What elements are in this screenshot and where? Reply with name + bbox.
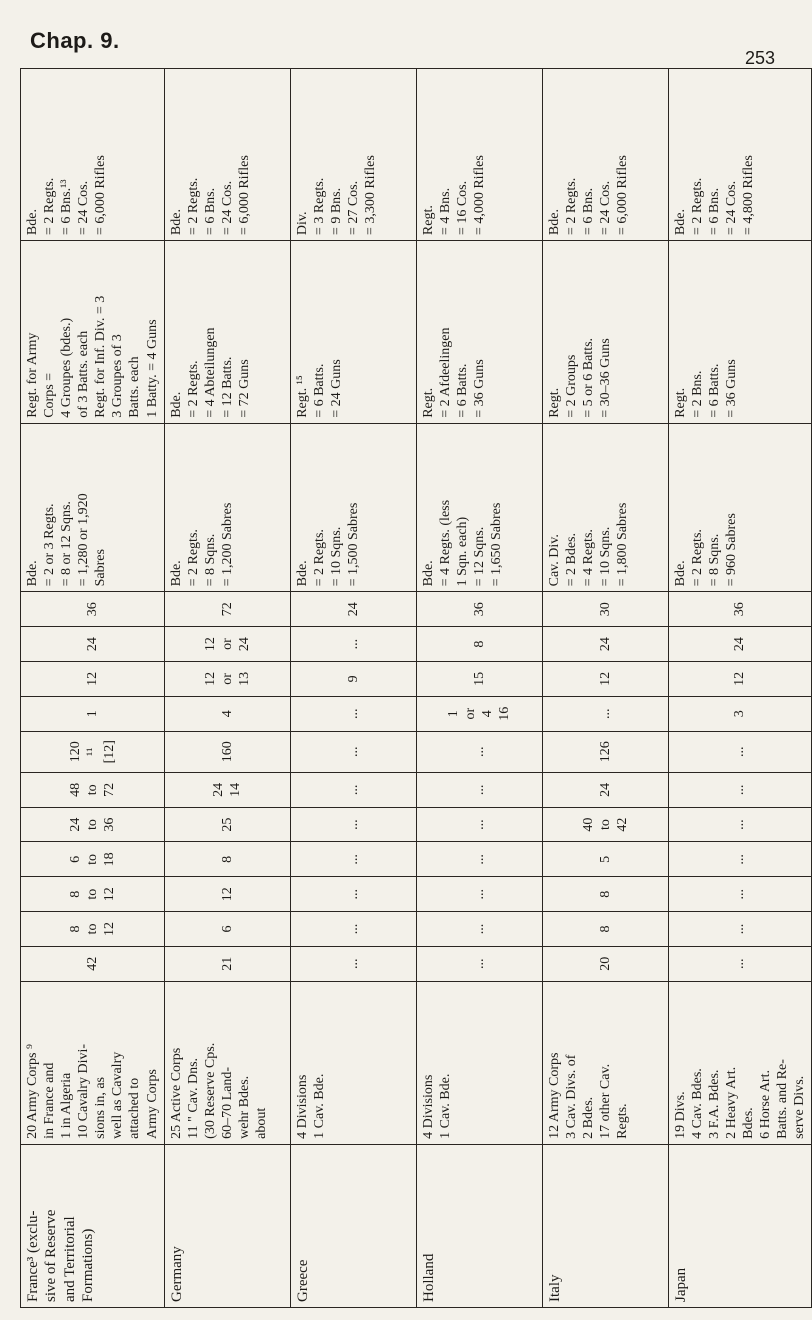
numeric-cell-c8: 4 [164,696,290,731]
numeric-cell-c3: ... [290,877,416,912]
numeric-cell-c4: 5 [542,842,668,877]
numeric-cell-c2: 8 [542,912,668,947]
cavalry-cell [21,423,165,592]
cavalry-cell-line: = 12 Sqns. [471,526,487,587]
infantry-cell [668,69,812,241]
numeric-cell-c3: 8 [542,877,668,912]
artillery-cell-line: = 6 Batts. [311,363,327,418]
cavalry-cell-line: = 1,280 or 1,920 [76,493,92,587]
organisation-cell-line: sions in, as [93,1077,109,1139]
organisation-cell-line: Batts. and Re- [775,1059,791,1139]
numeric-cell-c5: ... [416,807,542,842]
organisation-cell-line: wehr Bdes. [236,1075,252,1139]
artillery-cell-line: = 36 Guns [723,359,739,418]
cavalry-cell-line: = 2 Regts. [311,529,327,587]
organisation-cell-line: in France and [42,1062,58,1139]
cavalry-cell-line: = 1,800 Sabres [614,502,630,587]
numeric-cell-c10: 12 or 24 [164,627,290,662]
infantry-cell [416,69,542,241]
organisation-cell-line: 4 Divisions [420,1074,436,1139]
cavalry-cell-line: Sabres [93,549,109,587]
numeric-cell-c11: 72 [164,592,290,627]
organisation-cell-line: 3 Cav. Divs. of [563,1054,579,1139]
country-cell-line: Italy [546,1274,563,1302]
table-row [416,69,542,1308]
numeric-cell-c7: 160 [164,731,290,772]
infantry-cell-line: = 9 Bns. [328,187,344,236]
numeric-cell-c9: 12 or 13 [164,661,290,696]
numeric-cell-c1: ... [668,946,812,981]
cavalry-cell-line: Cav. Div. [546,534,562,587]
numeric-cell-c5: ... [290,807,416,842]
cavalry-cell [668,423,812,592]
numeric-cell-c10: 8 [416,627,542,662]
numeric-cell-c2: 6 [164,912,290,947]
infantry-cell [542,69,668,241]
numeric-cell-c1: 42 [21,946,165,981]
numeric-cell-c2: 8 to 12 [21,912,165,947]
infantry-cell-line: Bde. [168,209,184,236]
numeric-cell-c6: 24 14 [164,772,290,807]
infantry-cell-line: = 24 Cos. [597,180,613,236]
cavalry-cell [416,423,542,592]
cavalry-cell-line: = 2 or 3 Regts. [42,503,58,587]
numeric-cell-c1: 21 [164,946,290,981]
cavalry-cell-line: = 8 Sqns. [202,533,218,587]
numeric-cell-c4: 6 to 18 [21,842,165,877]
organisation-cell-line: 2 Heavy Art. [723,1066,739,1139]
country-cell [542,1144,668,1307]
infantry-cell-line: = 3,300 Rifles [362,155,378,236]
organisation-cell-line: 3 F.A. Bdes. [706,1069,722,1139]
artillery-cell-line: = 30–36 Guns [597,338,613,418]
infantry-cell [164,69,290,241]
numeric-cell-c1: ... [290,946,416,981]
organisation-cell-line: 4 Divisions [294,1074,310,1139]
artillery-cell-line: of 3 Batts. each [76,330,92,418]
infantry-cell-line: = 6 Bns. [580,187,596,236]
numeric-cell-c8: 3 [668,696,812,731]
numeric-cell-c7: ... [416,731,542,772]
running-head: Chap. 9. [30,28,120,53]
country-cell-line: and Territorial [61,1216,78,1302]
infantry-cell-line: Bde. [25,209,40,236]
numeric-cell-c7: ... [668,731,812,772]
artillery-cell [290,241,416,424]
numeric-cell-c6: ... [416,772,542,807]
numeric-cell-c3: ... [668,877,812,912]
cavalry-cell-line: = 2 Bdes. [563,532,579,587]
numeric-cell-c9: 9 [290,661,416,696]
artillery-cell [164,241,290,424]
numeric-cell-c8: ... [542,696,668,731]
artillery-cell-line: = 72 Guns [236,359,252,418]
numeric-cell-c10: 24 [668,627,812,662]
artillery-cell-line: = 24 Guns [328,359,344,418]
table-row [290,69,416,1308]
organisation-cell-line: 2 Bdes. [580,1096,596,1139]
organisation-cell-line: 11 " Cav. Dns. [185,1057,201,1139]
artillery-cell-line: = 6 Batts. [706,363,722,418]
cavalry-cell-line: = 8 Sqns. [706,533,722,587]
infantry-cell-line: Div. [294,211,310,236]
cavalry-cell-line: = 1,650 Sabres [488,502,504,587]
organisation-cell [668,981,812,1144]
artillery-cell-line: = 2 Regts. [185,360,201,418]
artillery-cell-line: = 2 Groups [563,354,579,418]
country-cell [290,1144,416,1307]
infantry-cell-line: = 2 Regts. [563,177,579,236]
numeric-cell-c11: 36 [416,592,542,627]
artillery-cell-line: = 4 Abteilungen [202,327,218,418]
organisation-cell-line: well as Cavalry [110,1051,126,1139]
infantry-cell-line: = 2 Regts. [42,177,58,236]
page-number: 253 [745,48,776,68]
cavalry-cell-line: = 2 Regts. [185,529,201,587]
infantry-cell-line: = 2 Regts. [689,177,705,236]
organisation-cell-line: 19 Divs. [672,1091,688,1139]
numeric-cell-c10: ... [290,627,416,662]
artillery-cell-line: = 12 Batts. [219,356,235,418]
organisation-cell-line: 60–70 Land- [219,1066,235,1139]
cavalry-cell-line: = 4 Regts. [580,529,596,587]
artillery-cell-line: = 2 Afdeelingen [437,327,453,418]
organisation-cell-line: 1 Cav. Bde. [311,1073,327,1139]
organisation-cell-line: 17 other Cav. [597,1063,613,1139]
numeric-cell-c9: 15 [416,661,542,696]
cavalry-cell [290,423,416,592]
country-cell [668,1144,812,1307]
organisation-cell-line: attached to [127,1077,143,1139]
numeric-cell-c4: 8 [164,842,290,877]
table-row [21,69,165,1308]
organisation-cell-line: Regts. [614,1103,630,1139]
organisation-cell-line: Army Corps [144,1069,160,1139]
organisation-cell-line: 12 Army Corps [546,1052,562,1139]
numeric-cell-c10: 24 [21,627,165,662]
numeric-cell-c8: ... [290,696,416,731]
organisation-cell-line: serve Divs. [792,1075,808,1139]
cavalry-cell-line: = 10 Sqns. [597,526,613,587]
country-cell-line: France³ (exclu- [25,1210,41,1302]
numeric-cell-c9: 12 [668,661,812,696]
numeric-cell-c5: ... [668,807,812,842]
organisation-cell [290,981,416,1144]
country-cell [164,1144,290,1307]
cavalry-cell-line: = 2 Regts. [689,529,705,587]
artillery-cell [668,241,812,424]
organisation-cell-line: Bdes. [740,1107,756,1139]
numeric-cell-c3: 12 [164,877,290,912]
infantry-cell-line: Bde. [546,209,562,236]
numeric-cell-c4: ... [290,842,416,877]
organisation-cell-line: 6 Horse Art. [758,1070,774,1139]
cavalry-cell-line: = 10 Sqns. [328,526,344,587]
cavalry-cell-line: Bde. [672,560,688,587]
artillery-cell-line: Regt. [420,387,436,418]
country-cell-line: Holland [420,1253,437,1302]
table-row [668,69,812,1308]
organisation-cell-line: 1 Cav. Bde. [437,1073,453,1139]
numeric-cell-c11: 30 [542,592,668,627]
artillery-cell-line: Regt. ¹⁵ [294,375,310,418]
numeric-cell-c6: ... [290,772,416,807]
numeric-cell-c6: ... [668,772,812,807]
country-cell-line: Greece [294,1259,311,1302]
country-cell [21,1144,165,1307]
cavalry-cell-line: = 8 or 12 Sqns. [59,501,75,587]
numeric-cell-c11: 36 [21,592,165,627]
army-organisation-table [20,68,812,1308]
artillery-cell-line: 3 Groupes of 3 [110,334,126,418]
infantry-cell-line: = 24 Cos. [723,180,739,236]
numeric-cell-c5: 25 [164,807,290,842]
organisation-cell [21,981,165,1144]
infantry-cell-line: = 6 Bns. [202,187,218,236]
artillery-cell-line: Batts. each [127,356,143,418]
numeric-cell-c9: 12 [21,661,165,696]
country-cell-line: sive of Reserve [43,1209,60,1302]
numeric-cell-c6: 24 [542,772,668,807]
infantry-cell-line: = 6 Bns.¹³ [59,179,75,236]
artillery-cell [416,241,542,424]
artillery-cell-line: Regt. for Inf. Div. = 3 [93,295,109,418]
organisation-cell-line: about [254,1107,270,1139]
numeric-cell-c2: ... [668,912,812,947]
numeric-cell-c7: 120 ¹¹ [12] [21,731,165,772]
artillery-cell-line: = 2 Bns. [689,370,705,418]
cavalry-cell-line: Bde. [420,560,436,587]
organisation-table-rotated [20,68,808,1308]
organisation-cell-line: 1 in Algeria [59,1072,75,1139]
cavalry-cell [542,423,668,592]
artillery-cell [21,241,165,424]
numeric-cell-c8: 1 or 4 16 [416,696,542,731]
numeric-cell-c6: 48 to 72 [21,772,165,807]
artillery-cell-line: = 36 Guns [471,359,487,418]
organisation-cell-line: 25 Active Corps [168,1047,184,1139]
numeric-cell-c9: 12 [542,661,668,696]
numeric-cell-c1: 20 [542,946,668,981]
organisation-cell-line: 4 Cav. Bdes. [689,1068,705,1139]
table-row [542,69,668,1308]
cavalry-cell-line: Bde. [25,560,40,587]
cavalry-cell-line: = 1,200 Sabres [219,502,235,587]
organisation-cell [416,981,542,1144]
numeric-cell-c8: 1 [21,696,165,731]
numeric-cell-c1: ... [416,946,542,981]
infantry-cell-line: = 4,800 Rifles [740,155,756,236]
numeric-cell-c10: 24 [542,627,668,662]
organisation-cell-line: (30 Reserve Cps. [202,1042,218,1139]
numeric-cell-c3: ... [416,877,542,912]
artillery-cell-line: = 5 or 6 Batts. [580,337,596,418]
infantry-cell-line: = 3 Regts. [311,177,327,236]
cavalry-cell [164,423,290,592]
artillery-cell-line: 1 Batty. = 4 Guns [144,319,160,418]
artillery-cell-line: 4 Groupes (bdes.) [59,317,75,418]
infantry-cell-line: = 4 Bns. [437,187,453,236]
cavalry-cell-line: = 1,500 Sabres [345,502,361,587]
infantry-cell-line: Regt. [420,205,436,236]
cavalry-cell-line: Bde. [168,560,184,587]
artillery-cell-line: = 6 Batts. [454,363,470,418]
infantry-cell-line: = 2 Regts. [185,177,201,236]
numeric-cell-c4: ... [416,842,542,877]
organisation-cell [164,981,290,1144]
country-cell-line: Formations) [79,1228,96,1302]
artillery-cell-line: Regt. for Army [25,332,40,418]
infantry-cell [290,69,416,241]
infantry-cell-line: Bde. [672,209,688,236]
numeric-cell-c2: ... [416,912,542,947]
cavalry-cell-line: Bde. [294,560,310,587]
infantry-cell-line: = 24 Cos. [76,180,92,236]
infantry-cell-line: = 4,000 Rifles [471,155,487,236]
infantry-cell-line: = 6,000 Rifles [614,155,630,236]
numeric-cell-c3: 8 to 12 [21,877,165,912]
artillery-cell-line: Regt. [546,387,562,418]
infantry-cell-line: = 24 Cos. [219,180,235,236]
artillery-cell [542,241,668,424]
numeric-cell-c7: 126 [542,731,668,772]
country-cell-line: Germany [168,1246,185,1302]
organisation-cell-line: 10 Cavalry Divi- [76,1043,92,1139]
artillery-cell-line: Regt. [672,387,688,418]
cavalry-cell-line: 1 Sqn. each) [454,516,470,587]
table-row [164,69,290,1308]
infantry-cell-line: = 27 Cos. [345,180,361,236]
organisation-cell [542,981,668,1144]
numeric-cell-c11: 24 [290,592,416,627]
numeric-cell-c5: 40 to 42 [542,807,668,842]
organisation-cell-line: 20 Army Corps ⁹ [25,1044,40,1139]
numeric-cell-c7: ... [290,731,416,772]
cavalry-cell-line: = 4 Regts. (less [437,499,453,587]
numeric-cell-c4: ... [668,842,812,877]
infantry-cell-line: = 6 Bns. [706,187,722,236]
infantry-cell-line: = 6,000 Rifles [236,155,252,236]
infantry-cell-line: = 6,000 Rifles [93,155,109,236]
country-cell-line: Japan [672,1267,689,1302]
numeric-cell-c5: 24 to 36 [21,807,165,842]
numeric-cell-c2: ... [290,912,416,947]
cavalry-cell-line: = 960 Sabres [723,513,739,587]
country-cell [416,1144,542,1307]
numeric-cell-c11: 36 [668,592,812,627]
infantry-cell [21,69,165,241]
artillery-cell-line: Bde. [168,391,184,418]
infantry-cell-line: = 16 Cos. [454,180,470,236]
artillery-cell-line: Corps = [42,372,58,418]
